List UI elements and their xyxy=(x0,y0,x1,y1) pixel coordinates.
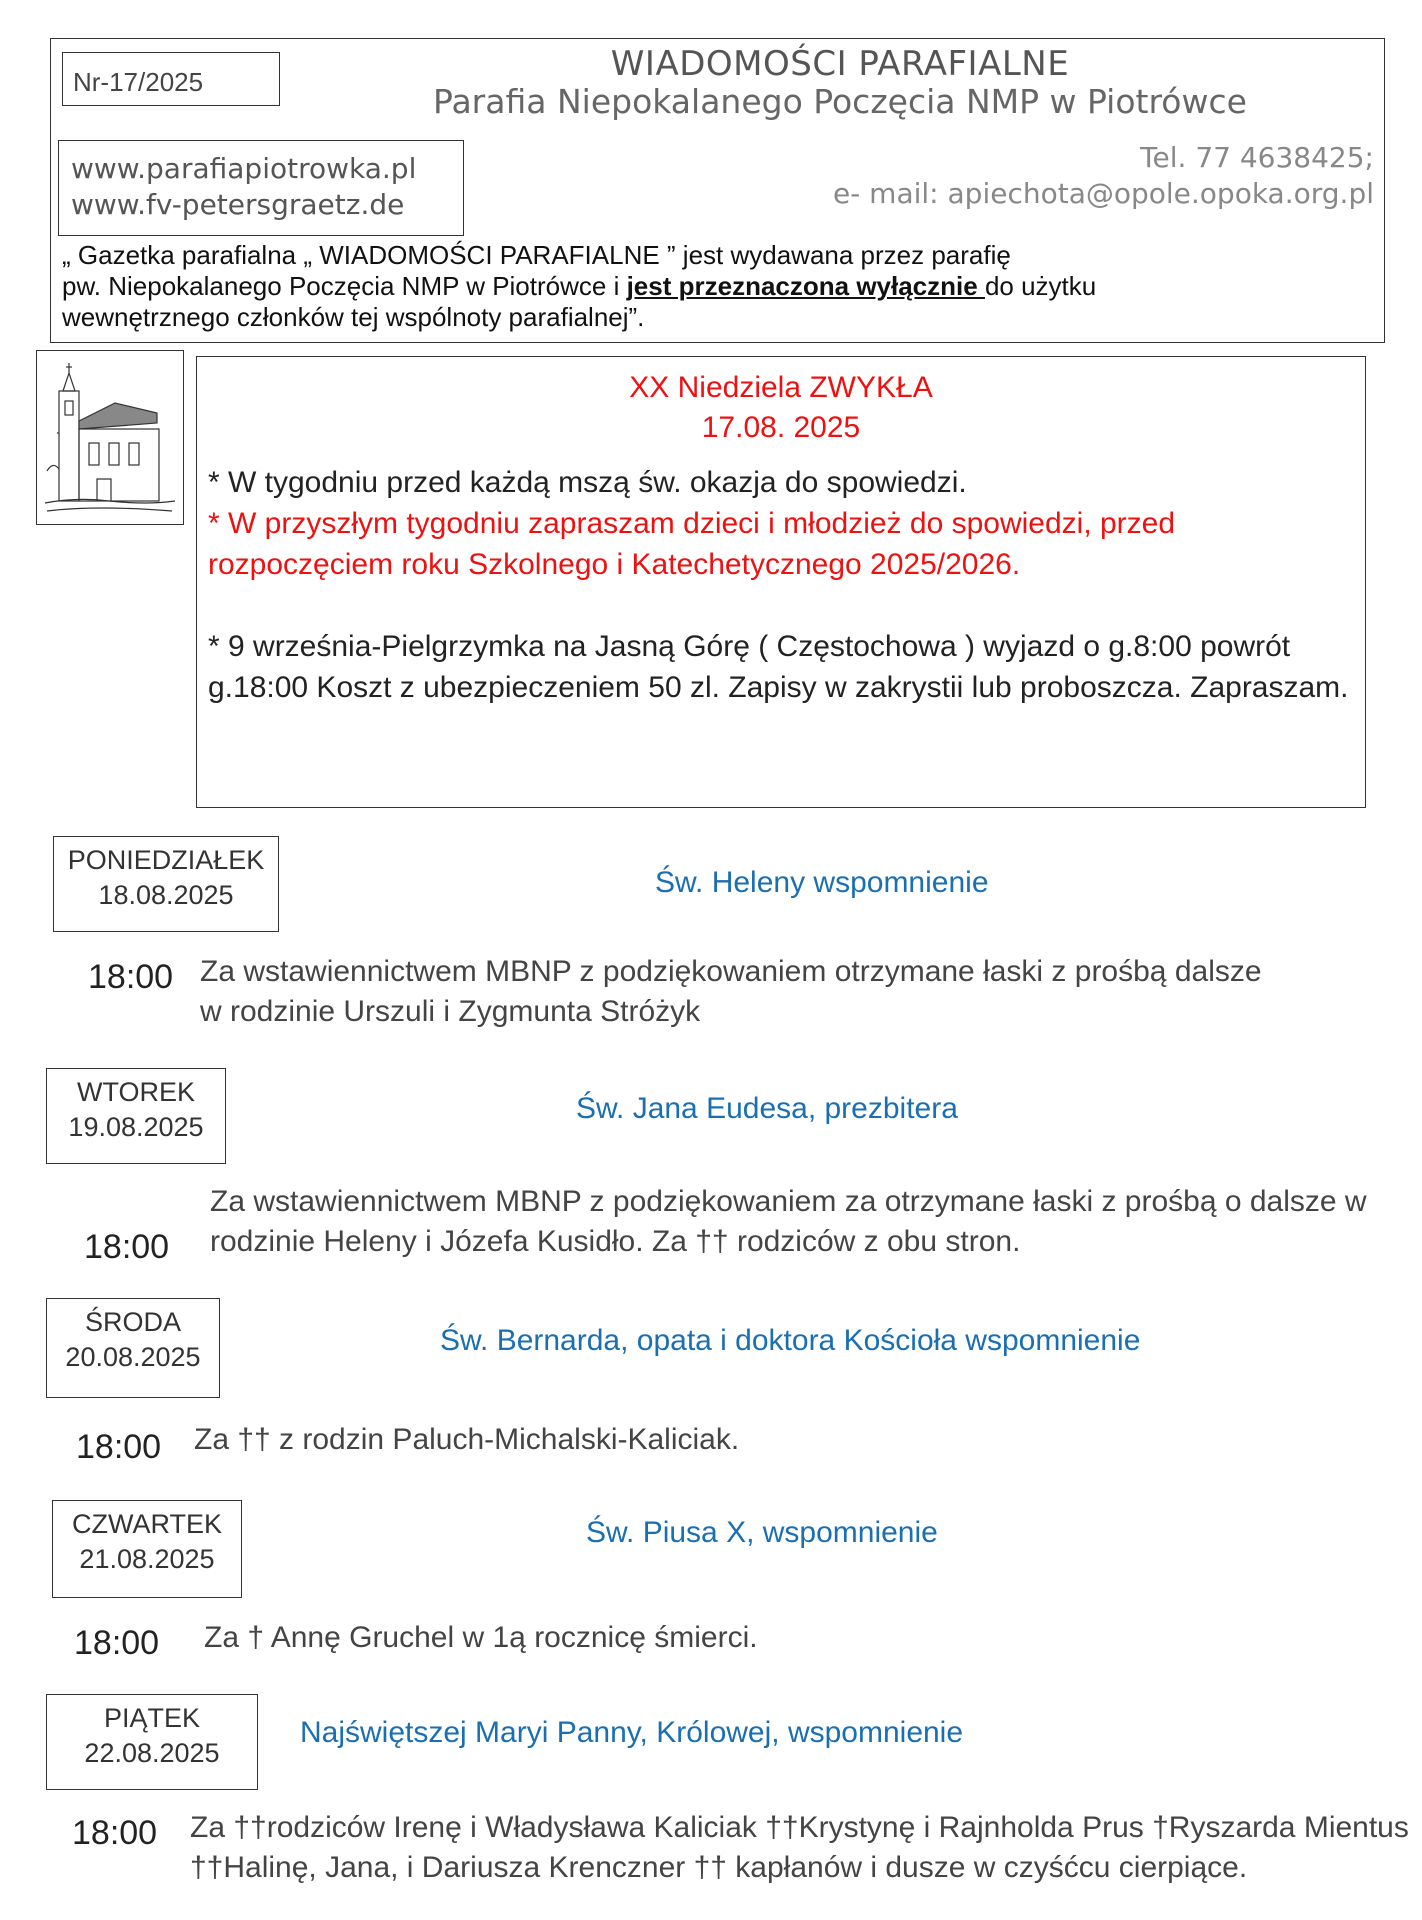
intention-line: ††Halinę, Jana, i Dariusza Krenczner †† kapłanów i dusze w czyśćcu cierpiące. xyxy=(190,1851,1248,1884)
announcement-1: * W tygodniu przed każdą mszą św. okazja do spowiedzi. xyxy=(208,466,967,499)
mass-intention-tuesday xyxy=(210,1182,1367,1262)
sunday-date: 17.08. 2025 xyxy=(701,411,861,444)
website-link-1[interactable]: www.parafiapiotrowka.pl xyxy=(71,152,417,185)
day-date: 21.08.2025 xyxy=(79,1544,215,1574)
church-image xyxy=(36,350,184,525)
feast-tuesday: Św. Jana Eudesa, prezbitera xyxy=(576,1092,958,1125)
publication-note xyxy=(62,240,1262,333)
newsletter-title: WIADOMOŚCI PARAFIALNE xyxy=(610,44,1070,84)
mass-intention-wednesday xyxy=(194,1420,739,1460)
sunday-title: XX Niedziela ZWYKŁA xyxy=(629,371,933,404)
day-date: 20.08.2025 xyxy=(65,1342,201,1372)
note-text: pw. Niepokalanego Poczęcia NMP w Piotrówce i xyxy=(62,271,627,301)
intention-line: w rodzinie Urszuli i Zygmunta Stróżyk xyxy=(200,995,701,1028)
day-name: CZWARTEK xyxy=(71,1509,222,1539)
intention-line: Za wstawiennictwem MBNP z podziękowaniem otrzymane łaski z prośbą dalsze xyxy=(200,955,1262,988)
feast-monday: Św. Heleny wspomnienie xyxy=(655,866,989,899)
feast-wednesday: Św. Bernarda, opata i doktora Kościoła wspomnienie xyxy=(440,1324,1141,1357)
note-line-3: wewnętrznego członków tej wspólnoty parafialnej”. xyxy=(62,302,645,332)
note-line-1: „ Gazetka parafialna „ WIADOMOŚCI PARAFIALNE ” jest wydawana przez parafię xyxy=(62,240,1011,270)
contact-info xyxy=(833,140,1374,212)
day-box-friday xyxy=(46,1694,258,1790)
day-name: PIĄTEK xyxy=(103,1703,201,1733)
announcements xyxy=(208,462,1358,708)
mass-time: 18:00 xyxy=(76,1428,162,1466)
day-box-thursday xyxy=(52,1500,242,1598)
intention-line: Za † Annę Gruchel w 1ą rocznicę śmierci. xyxy=(204,1621,758,1654)
mass-intention-friday xyxy=(190,1808,1409,1888)
mass-time: 18:00 xyxy=(74,1624,160,1662)
day-name: WTOREK xyxy=(76,1077,195,1107)
email-address[interactable]: e- mail: apiechota@opole.opoka.org.pl xyxy=(832,177,1374,210)
day-name: PONIEDZIAŁEK xyxy=(67,845,265,875)
church-drawing-icon xyxy=(37,351,182,523)
day-box-monday xyxy=(53,836,279,932)
issue-number: Nr-17/2025 xyxy=(62,52,280,106)
day-date: 18.08.2025 xyxy=(98,880,234,910)
intention-line: rodzinie Heleny i Józefa Kusidło. Za †† rodziców z obu stron. xyxy=(210,1225,1021,1258)
day-box-tuesday xyxy=(46,1068,226,1164)
feast-thursday: Św. Piusa X, wspomnienie xyxy=(586,1516,938,1549)
announcement-2: * W przyszłym tygodniu zapraszam dzieci i młodzież do spowiedzi, przed rozpoczęciem roku Szkolnego i Katechetycznego 2025/2026. xyxy=(208,507,1176,581)
sunday-heading xyxy=(196,368,1366,448)
day-box-wednesday xyxy=(46,1298,220,1398)
mass-time: 18:00 xyxy=(88,958,174,996)
day-date: 22.08.2025 xyxy=(84,1738,220,1768)
website-link-2[interactable]: www.fv-petersgraetz.de xyxy=(71,188,405,221)
website-box xyxy=(58,140,464,236)
mass-intention-thursday xyxy=(204,1618,758,1658)
note-text: do użytku xyxy=(984,271,1097,301)
parish-name: Parafia Niepokalanego Poczęcia NMP w Piotrówce xyxy=(433,82,1247,121)
intention-line: Za ††rodziców Irenę i Władysława Kaliciak ††Krystynę i Rajnholda Prus †Ryszarda Mientus xyxy=(190,1811,1409,1844)
mass-time: 18:00 xyxy=(72,1814,158,1852)
intention-line: Za wstawiennictwem MBNP z podziękowaniem za otrzymane łaski z prośbą o dalsze w xyxy=(210,1185,1367,1218)
phone-number: Tel. 77 4638425; xyxy=(1140,141,1374,174)
day-date: 19.08.2025 xyxy=(68,1112,204,1142)
announcement-3: * 9 września-Pielgrzymka na Jasną Górę ( Częstochowa ) wyjazd o g.8:00 powrót g.18:00 Koszt z ubezpieczeniem 50 zl. Zapisy w zakrystii lub proboszcza. Zapraszam. xyxy=(208,630,1349,704)
day-name: ŚRODA xyxy=(84,1307,182,1337)
note-line-2 xyxy=(62,271,1262,302)
intention-line: Za †† z rodzin Paluch-Michalski-Kaliciak. xyxy=(194,1423,740,1456)
feast-friday: Najświętszej Maryi Panny, Królowej, wspomnienie xyxy=(300,1716,964,1749)
mass-intention-monday xyxy=(200,952,1262,1032)
note-emphasis: jest przeznaczona wyłącznie xyxy=(626,271,985,301)
mass-time: 18:00 xyxy=(84,1228,170,1266)
